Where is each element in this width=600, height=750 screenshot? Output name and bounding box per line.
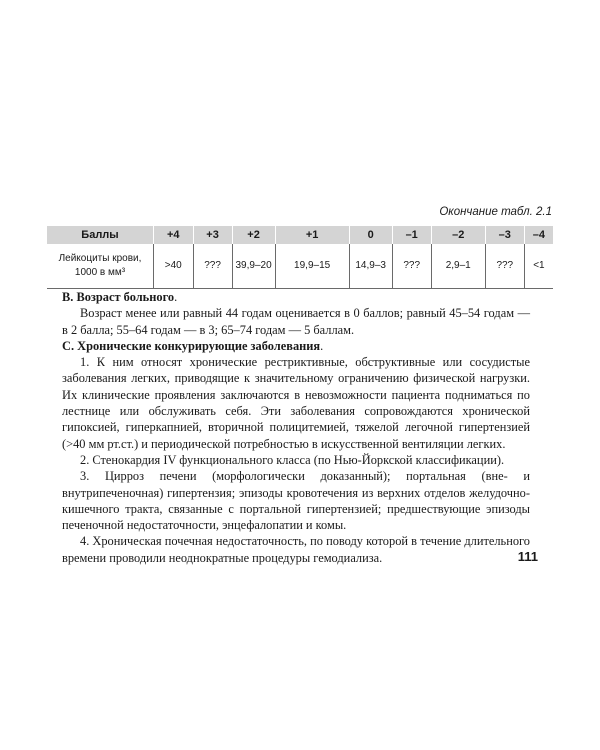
table-cell: 39,9–20 <box>232 244 275 289</box>
table-cell: <1 <box>524 244 553 289</box>
section-c-item-2: 2. Стенокардия IV функционального класса (по Нью-Йоркской классификации). <box>80 452 505 467</box>
section-c-heading: C. Хронические конкурирующие заболевания <box>62 338 321 353</box>
header-cell: –2 <box>431 226 485 244</box>
row-label <box>47 244 154 289</box>
page-number: 111 <box>517 549 538 564</box>
header-cell: +3 <box>193 226 232 244</box>
section-c-item-1: 1. К ним относят хронические рестриктивные, обструктивные или сосудистые заболевания легких, приводящие к значительному ограничению физической нагрузки. Их клинические проявления заключаются в невозможности пациента подниматься по лестнице или обслуживать себя. Эти заболевания сопровождаются хронической гипоксией, гиперкапнией, вторичной полицитемией, тяжелой легочной гипертензией (>40 мм рт.ст.) и периодической потребностью в искусственной вентиляции легких. <box>62 355 530 451</box>
table-cell: 2,9–1 <box>431 244 485 289</box>
header-cell: +1 <box>275 226 349 244</box>
table-cell: 19,9–15 <box>275 244 349 289</box>
section-c-item-4: 4. Хроническая почечная недостаточность, по поводу которой в течение длительного времени проводили неоднократные процедуры гемодиализа. <box>62 534 530 565</box>
body-text: B. Возраст больного. Возраст менее или равный 44 годам оценивается в 0 баллов; равный 45–54 годам — в 2 балла; 55–64 годам — в 3; 65–74 годам — 5 баллам. C. Хронические конкурирующие заболевания. 1. К ним относят хронические рестриктивные, обструктивные или сосудистые заболевания легких, приводящие к значительному ограничению физической нагрузки. Их клинические проявления заключаются в невозможности пациента подниматься по лестнице или обслуживать себя. Эти заболевания сопровождаются хронической гипоксией, гиперкапнией, вторичной полицитемией, тяжелой легочной гипертензией (>40 мм рт.ст.) и периодической потребностью в искусственной вентиляции легких. 2. Стенокардия IV функционального класса (по Нью-Йоркской классификации). 3. Цирроз печени (морфологически доказанный); портальная (вне- и внутрипеченочная) гипертензия; эпизоды кровотечения из верхних отделов желудочно-кишечного тракта, связанные с портальной гипертензией; предшествующие эпизоды печеночной недостаточности, энцефалопатии и комы. 4. Хроническая почечная недостаточность, по поводу которой в течение длительного времени проводили неоднократные процедуры гемодиализа. <box>62 290 530 565</box>
table-cell: ??? <box>193 244 232 289</box>
section-b-heading: B. Возраст больного <box>62 290 175 304</box>
section-b-text: Возраст менее или равный 44 годам оценивается в 0 баллов; равный 45–54 годам — в 2 балла; 55–64 годам — в 3; 65–74 годам — 5 баллам. <box>62 306 530 337</box>
table-caption: Окончание табл. 2.1 <box>439 206 552 218</box>
table-cell: >40 <box>154 244 194 289</box>
table-header-row <box>47 226 553 244</box>
header-cell: +2 <box>232 226 275 244</box>
header-cell: +4 <box>154 226 194 244</box>
table-row <box>47 244 553 289</box>
header-cell: Баллы <box>47 226 154 244</box>
row-label-line1: Лейкоциты крови, <box>58 253 142 264</box>
section-c-item-3: 3. Цирроз печени (морфологически доказанный); портальная (вне- и внутрипеченочная) гипертензия; эпизоды кровотечения из верхних отделов желудочно-кишечного тракта, связанные с портальной гипертензией; предшествующие эпизоды печеночной недостаточности, энцефалопатии и комы. <box>62 469 530 533</box>
leukocyte-score-table <box>47 226 553 289</box>
table-cell: ??? <box>485 244 524 289</box>
header-cell: –3 <box>485 226 524 244</box>
table-cell: 14,9–3 <box>349 244 392 289</box>
row-label-line2: 1000 в мм³ <box>74 267 126 278</box>
header-cell: –1 <box>392 226 431 244</box>
table-cell: ??? <box>392 244 431 289</box>
header-cell: 0 <box>349 226 392 244</box>
header-cell: –4 <box>524 226 553 244</box>
